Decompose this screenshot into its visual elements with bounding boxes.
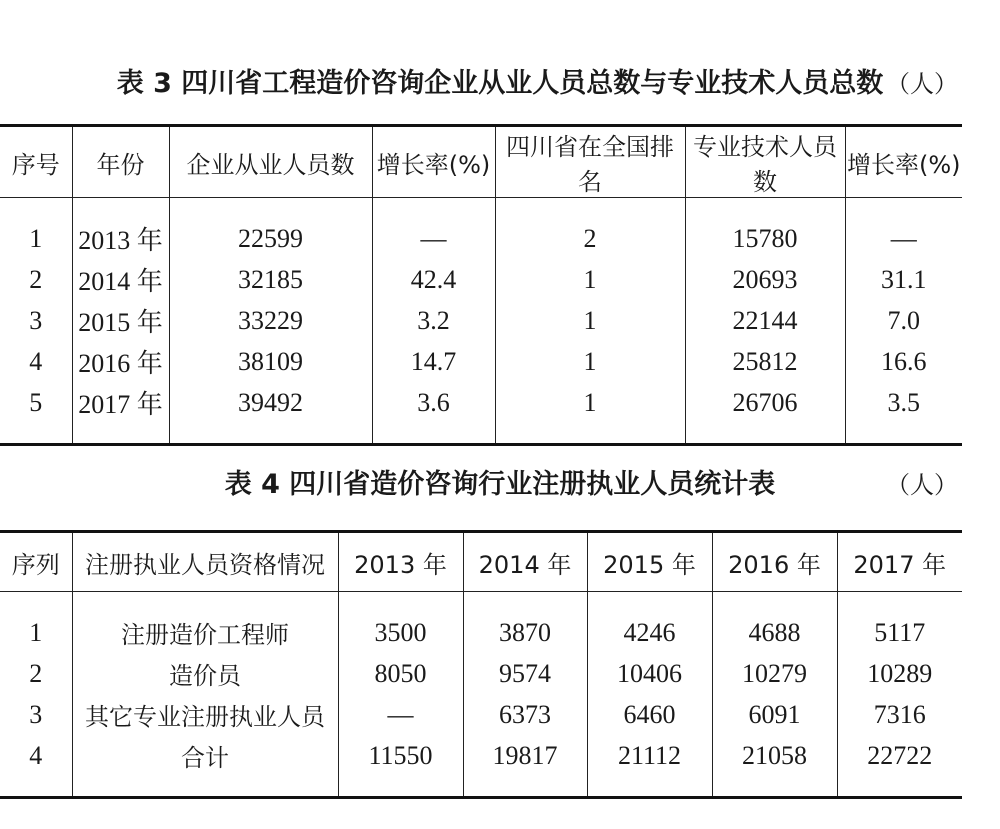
table3-caption-row — [0, 62, 1000, 106]
table4-header-cell: 2016 年 — [712, 532, 837, 592]
table4-cell: 1 — [29, 617, 43, 647]
table3-cell: 33229 — [169, 300, 372, 341]
table3-cell: 16.6 — [845, 341, 962, 382]
table4-cell: 注册造价工程师 — [72, 612, 338, 653]
table3-cell: 1 — [495, 259, 685, 300]
table4-cell: 3 — [29, 699, 43, 729]
table3-cell: 15780 — [685, 218, 845, 259]
table3-unit: （人） — [886, 70, 958, 98]
table-row — [0, 259, 962, 300]
table4-header-cell: 注册执业人员资格情况 — [72, 532, 338, 592]
table3-cell: 25812 — [685, 341, 845, 382]
table3-cell: 39492 — [169, 382, 372, 423]
table4-header-row — [0, 532, 962, 592]
table4-cell: 2 — [29, 658, 43, 688]
table4-cell: 6373 — [463, 694, 587, 735]
table3-cell: 14.7 — [372, 341, 495, 382]
table4-cell: 22722 — [837, 735, 962, 776]
table4-cell: 10289 — [837, 653, 962, 694]
table4-cell: 4 — [29, 740, 43, 770]
table3-header-cell: 增长率(%) — [372, 126, 495, 198]
table3-cell: 4 — [29, 346, 43, 376]
table3-cell: 26706 — [685, 382, 845, 423]
table-row — [0, 218, 962, 259]
table4-cell: 5117 — [837, 612, 962, 653]
table4 — [0, 530, 962, 799]
table-row — [0, 694, 962, 735]
table3-header-cell: 企业从业人员数 — [169, 126, 372, 198]
table3-cell: 3.6 — [372, 382, 495, 423]
table3-spacer — [0, 423, 962, 445]
table3-cell: 2016 年 — [72, 341, 169, 382]
table3-cell: 22144 — [685, 300, 845, 341]
table4-cell: 10406 — [587, 653, 712, 694]
table4-cell: 造价员 — [72, 653, 338, 694]
table4-cell: 3870 — [463, 612, 587, 653]
table3-cell: 1 — [29, 223, 43, 253]
table4-header-cell: 2014 年 — [463, 532, 587, 592]
table3-cell: 32185 — [169, 259, 372, 300]
table-row — [0, 653, 962, 694]
table3-spacer — [0, 198, 962, 219]
table3-cell: — — [845, 218, 962, 259]
table4-header-cell: 2013 年 — [338, 532, 463, 592]
table3-cell: 5 — [29, 387, 43, 417]
table3-cell: 7.0 — [845, 300, 962, 341]
table4-header-cell: 序列 — [0, 532, 72, 592]
table3-header-cell: 年份 — [72, 126, 169, 198]
table3-cell: — — [372, 218, 495, 259]
table4-cell: 7316 — [837, 694, 962, 735]
table-row — [0, 341, 962, 382]
table3-cell: 3 — [29, 305, 43, 335]
table4-cell: 6460 — [587, 694, 712, 735]
table-row — [0, 300, 962, 341]
table4-cell: 10279 — [712, 653, 837, 694]
table4-cell: 9574 — [463, 653, 587, 694]
table3-cell: 38109 — [169, 341, 372, 382]
table3-cell: 31.1 — [845, 259, 962, 300]
table3-cell: 42.4 — [372, 259, 495, 300]
table4-cell: 其它专业注册执业人员 — [72, 694, 338, 735]
table3-cell: 1 — [495, 341, 685, 382]
table4-header-cell: 2015 年 — [587, 532, 712, 592]
table3-cell: 22599 — [169, 218, 372, 259]
table4-cell: 4688 — [712, 612, 837, 653]
table3 — [0, 124, 962, 446]
table3-cell: 20693 — [685, 259, 845, 300]
table3-cell: 1 — [495, 382, 685, 423]
table4-caption-row — [0, 463, 1000, 507]
table4-cell: 19817 — [463, 735, 587, 776]
table3-caption: 表 3 四川省工程造价咨询企业从业人员总数与专业技术人员总数 — [116, 68, 884, 99]
table3-cell: 2 — [495, 218, 685, 259]
table3-cell: 2013 年 — [72, 218, 169, 259]
table4-cell: 11550 — [338, 735, 463, 776]
table4-cell: — — [338, 694, 463, 735]
table3-header-cell: 专业技术人员数 — [685, 126, 845, 198]
table3-cell: 1 — [495, 300, 685, 341]
table3-cell: 3.5 — [845, 382, 962, 423]
table3-cell: 3.2 — [372, 300, 495, 341]
table4-cell: 21058 — [712, 735, 837, 776]
table-row — [0, 735, 962, 776]
table4-spacer — [0, 592, 962, 613]
table3-header-cell: 四川省在全国排名 — [495, 126, 685, 198]
table4-cell: 21112 — [587, 735, 712, 776]
table3-cell: 2014 年 — [72, 259, 169, 300]
table4-cell: 合计 — [72, 735, 338, 776]
table3-header-row — [0, 126, 962, 198]
table3-cell: 2017 年 — [72, 382, 169, 423]
table3-cell: 2015 年 — [72, 300, 169, 341]
table4-cell: 4246 — [587, 612, 712, 653]
table4-header-cell: 2017 年 — [837, 532, 962, 592]
table4-spacer — [0, 776, 962, 798]
table-row — [0, 382, 962, 423]
table4-cell: 3500 — [338, 612, 463, 653]
table4-unit: （人） — [886, 471, 958, 499]
table-row — [0, 612, 962, 653]
table4-cell: 6091 — [712, 694, 837, 735]
table4-caption: 表 4 四川省造价咨询行业注册执业人员统计表 — [224, 469, 776, 500]
table4-cell: 8050 — [338, 653, 463, 694]
table3-cell: 2 — [29, 264, 43, 294]
table3-header-cell: 序号 — [0, 126, 72, 198]
table3-header-cell: 增长率(%) — [845, 126, 962, 198]
